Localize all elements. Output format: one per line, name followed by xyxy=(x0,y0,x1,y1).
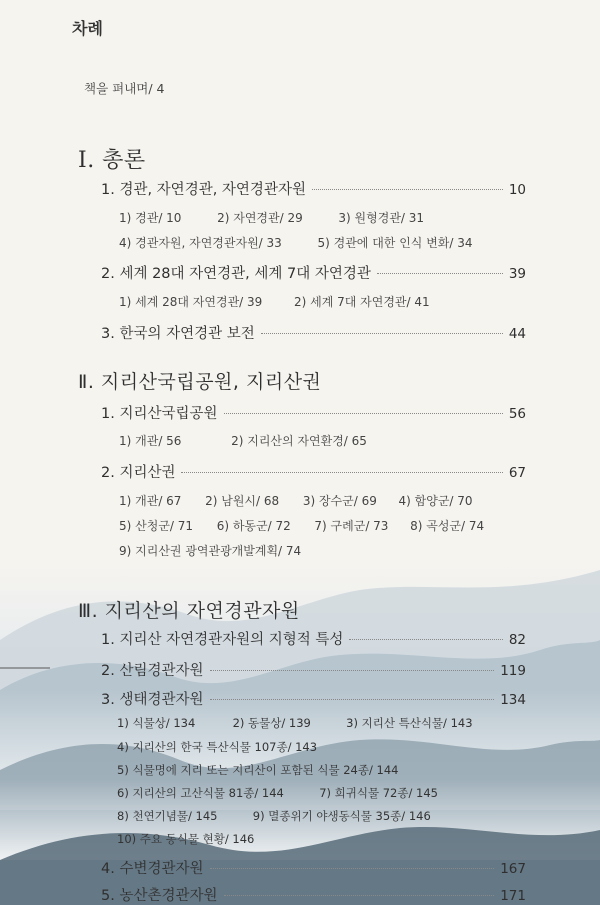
chapter-1-2[interactable] xyxy=(101,262,526,283)
dot-leader xyxy=(312,189,503,190)
subsection-line xyxy=(119,234,473,251)
dot-leader xyxy=(210,670,495,671)
chapter-3-5[interactable] xyxy=(101,884,526,905)
preface-entry: 책을 펴내며/ 4 xyxy=(84,81,165,96)
chapter-3-2[interactable] xyxy=(101,659,526,680)
subsection-line xyxy=(119,542,301,559)
subsection: 9) 지리산권 광역관광개발계획/ 74 xyxy=(119,544,302,558)
subsection: 6) 지리산의 고산식물 81종/ 144 xyxy=(117,786,284,800)
part-2-title: Ⅱ. 지리산국립공원, 지리산권 xyxy=(78,371,322,393)
dot-leader xyxy=(181,472,502,473)
toc-heading: 차례 xyxy=(72,19,103,38)
subsection: 7) 구례군/ 73 xyxy=(314,519,389,533)
subsection: 1) 경관/ 10 xyxy=(119,211,182,225)
page-number: 167 xyxy=(500,861,526,877)
subsection: 1) 개관/ 56 xyxy=(119,434,182,448)
subsection: 3) 장수군/ 69 xyxy=(302,494,377,508)
chapter-1-3[interactable] xyxy=(101,322,526,343)
chapter-title: 2. 지리산권 xyxy=(101,465,176,481)
part-1-title: Ⅰ. 총론 xyxy=(78,148,146,173)
chapter-title: 2. 산림경관자원 xyxy=(101,663,204,679)
subsection: 8) 천연기념물/ 145 xyxy=(117,809,218,823)
subsection-line xyxy=(119,517,484,534)
subsection: 8) 곡성군/ 74 xyxy=(410,519,485,533)
chapter-3-3[interactable] xyxy=(101,688,526,709)
chapter-title: 1. 지리산국립공원 xyxy=(101,406,218,422)
subsection: 9) 멸종위기 야생동식물 35종/ 146 xyxy=(252,809,431,823)
subsection-line xyxy=(119,209,424,226)
page-number: 10 xyxy=(508,182,526,198)
subsection: 4) 함양군/ 70 xyxy=(398,494,473,508)
subsection-line xyxy=(119,293,430,310)
chapter-title: 1. 경관, 자연경관, 자연경관자원 xyxy=(101,182,306,198)
page-number: 119 xyxy=(500,663,526,679)
page-number: 134 xyxy=(500,692,526,708)
subsection: 10) 주요 동식물 현황/ 146 xyxy=(117,832,255,846)
dot-leader xyxy=(377,273,503,274)
subsection-line xyxy=(119,432,367,449)
chapter-2-1[interactable] xyxy=(101,402,526,423)
dot-leader xyxy=(349,639,502,640)
subsection-line xyxy=(117,831,254,847)
dot-leader xyxy=(210,699,495,700)
subsection: 5) 경관에 대한 인식 변화/ 34 xyxy=(317,236,473,250)
subsection: 2) 지리산의 자연환경/ 65 xyxy=(231,434,367,448)
subsection: 5) 식물명에 지리 또는 지리산이 포함된 식물 24종/ 144 xyxy=(117,763,399,777)
chapter-title: 2. 세계 28대 자연경관, 세계 7대 자연경관 xyxy=(101,266,371,282)
subsection-line xyxy=(117,762,398,778)
dot-leader xyxy=(210,868,495,869)
subsection: 3) 지리산 특산식물/ 143 xyxy=(346,716,473,730)
chapter-2-2[interactable] xyxy=(101,461,526,482)
chapter-3-4[interactable] xyxy=(101,857,526,878)
subsection: 4) 경관자원, 자연경관자원/ 33 xyxy=(119,236,282,250)
dot-leader xyxy=(261,333,503,334)
page-number: 171 xyxy=(500,888,526,904)
subsection-line xyxy=(117,715,473,731)
chapter-title: 3. 한국의 자연경관 보전 xyxy=(101,326,255,342)
chapter-title: 3. 생태경관자원 xyxy=(101,692,204,708)
subsection: 3) 원형경관/ 31 xyxy=(338,211,425,225)
subsection-line xyxy=(119,492,473,509)
chapter-3-1[interactable] xyxy=(101,628,526,649)
page-number: 82 xyxy=(508,632,526,648)
subsection: 2) 동물상/ 139 xyxy=(232,716,311,730)
subsection: 4) 지리산의 한국 특산식물 107종/ 143 xyxy=(117,740,318,754)
dot-leader xyxy=(224,413,503,414)
subsection-line xyxy=(117,785,438,801)
subsection: 6) 하동군/ 72 xyxy=(216,519,291,533)
subsection: 2) 세계 7대 자연경관/ 41 xyxy=(293,295,430,309)
subsection: 7) 희귀식물 72종/ 145 xyxy=(319,786,438,800)
chapter-title: 1. 지리산 자연경관자원의 지형적 특성 xyxy=(101,632,344,648)
subsection: 1) 세계 28대 자연경관/ 39 xyxy=(119,295,263,309)
subsection: 5) 산청군/ 71 xyxy=(119,519,194,533)
chapter-title: 4. 수변경관자원 xyxy=(101,861,204,877)
dot-leader xyxy=(224,895,495,896)
subsection-line xyxy=(117,739,317,755)
page-number: 67 xyxy=(508,465,526,481)
chapter-1-1[interactable] xyxy=(101,178,526,199)
subsection: 2) 남원시/ 68 xyxy=(205,494,280,508)
page-number: 39 xyxy=(508,266,526,282)
subsection: 2) 자연경관/ 29 xyxy=(217,211,303,225)
subsection-line xyxy=(117,808,431,824)
subsection: 1) 개관/ 67 xyxy=(119,494,182,508)
part-3-title: Ⅲ. 지리산의 자연경관자원 xyxy=(78,600,300,622)
page-number: 56 xyxy=(508,406,526,422)
page-number: 44 xyxy=(508,326,526,342)
subsection: 1) 식물상/ 134 xyxy=(117,716,196,730)
chapter-title: 5. 농산촌경관자원 xyxy=(101,888,218,904)
